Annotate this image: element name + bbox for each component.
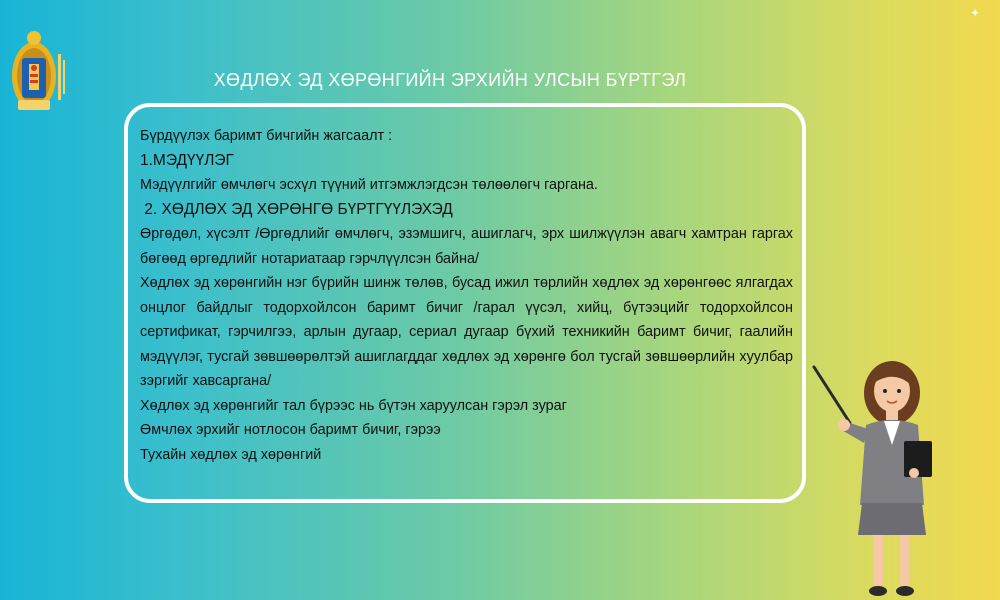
page-title: ХӨДЛӨХ ЭД ХӨРӨНГИЙН ЭРХИЙН УЛСЫН БҮРТГЭЛ (213, 70, 687, 91)
list-item: Хөдлөх эд хөрөнгийн нэг бүрийн шинж төлөв, бусад ижил төрлийн хөдлөх эд хөрөнгөөс ялгагдах онцлог байдлыг тодорхойлсон баримт бичиг /гарал үүсэл, хийц, бүтээцийг тодорхойлсон сертификат, гэрчилгээ, арлын дугаар, сериал дугаар бүхий техникийн баримт бичиг, гаалийн мэдүүлэг, тусгай зөвшөөрөлтэй ашиглагддаг хөдлөх эд хөрөнгө бол тусгай зөвшөөрлийн хуулбар зэргийг хавсаргана/ (140, 275, 793, 389)
list-item: Өргөдөл, хүсэлт /Өргөдлийг өмчлөгч, эзэмшигч, ашиглагч, эрх шилжүүлэн авагч хамтран гаргах бөгөөд өргөдлийг нотариатаар гэрчлүүлсэн байна/ (140, 226, 793, 267)
section2-heading: 2. ХӨДЛӨХ ЭД ХӨРӨНГӨ БҮРТГҮҮЛЭХЭД (140, 200, 453, 218)
sparkle-icon: ✦ (969, 6, 980, 20)
document-list (140, 124, 793, 467)
section1-heading: 1.МЭДҮҮЛЭГ (140, 151, 234, 169)
list-item: Тухайн хөдлөх эд хөрөнгий (140, 446, 322, 463)
list-item: Өмчлөх эрхийг нотлосон баримт бичиг, гэрээ (140, 422, 441, 438)
teacher-with-pointer-icon (800, 355, 960, 600)
section1-text: Мэдүүлгийг өмчлөгч эсхүл түүний итгэмжлэгдсэн төлөөлөгч гаргана. (140, 177, 598, 193)
list-item: Хөдлөх эд хөрөнгийг тал бүрээс нь бүтэн харуулсан гэрэл зураг (140, 397, 567, 414)
intro-text: Бүрдүүлэх баримт бичгийн жагсаалт : (140, 128, 393, 144)
